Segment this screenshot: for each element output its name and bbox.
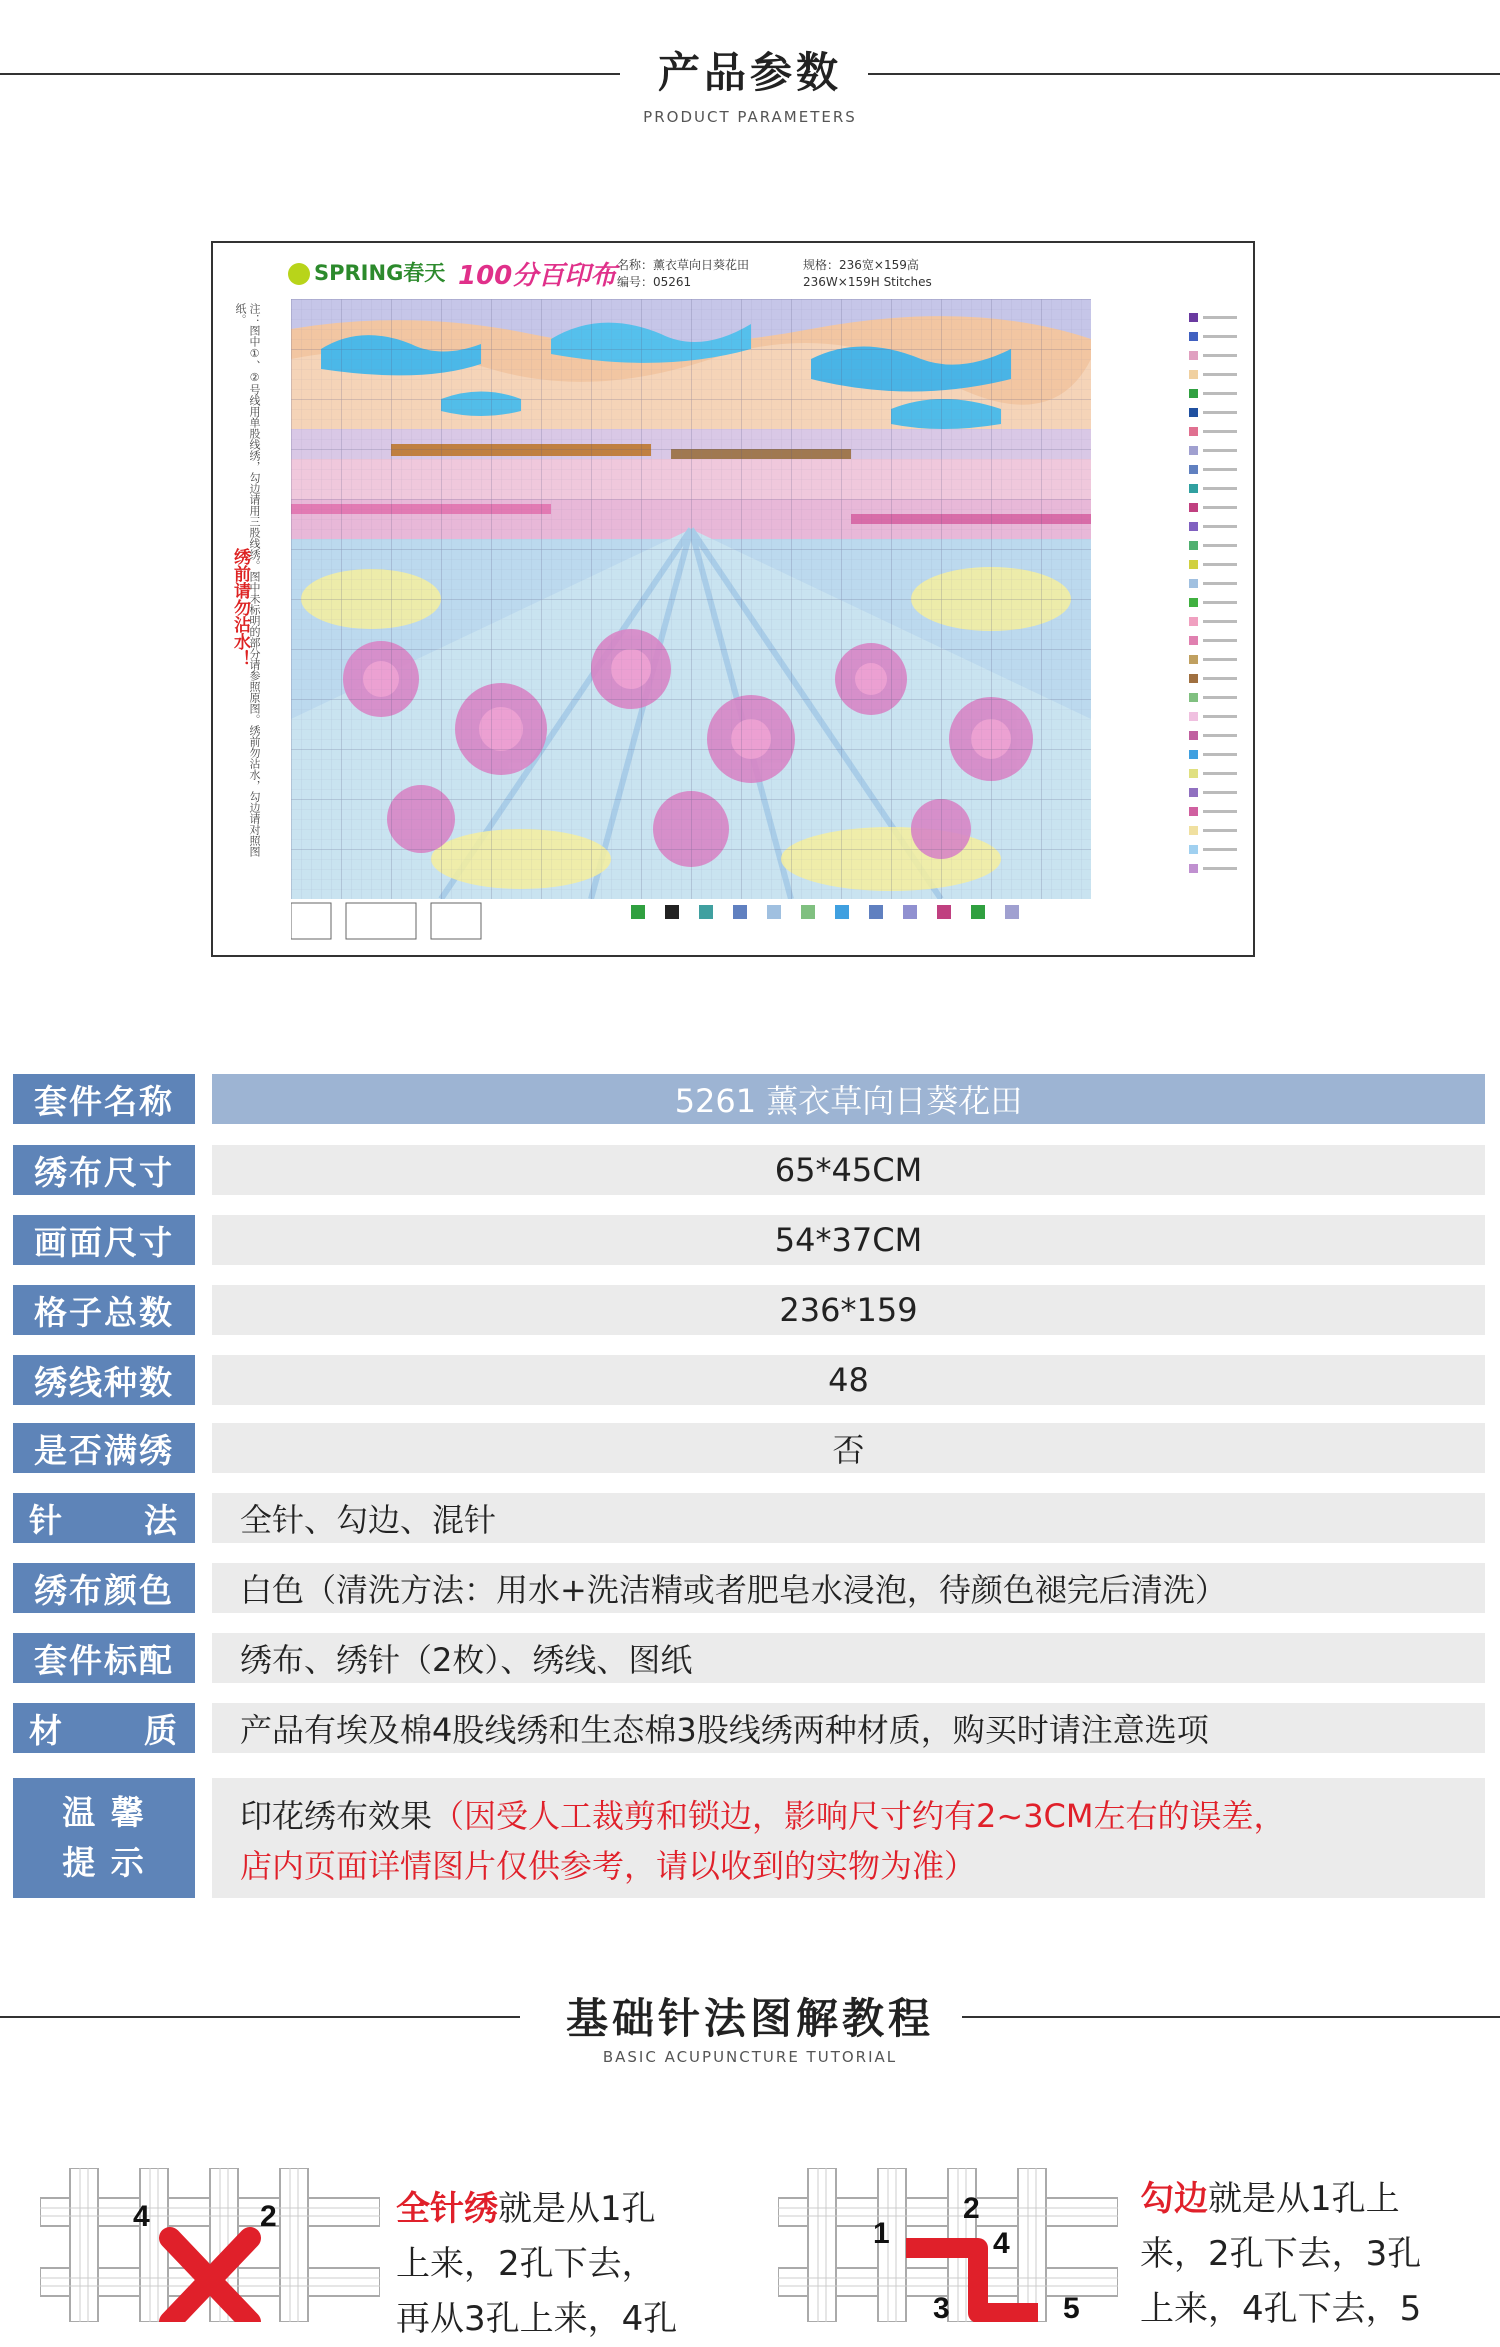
param-value: 白色（清洗方法：用水+洗洁精或者肥皂水浸泡，待颜色褪完后清洗） xyxy=(212,1563,1485,1613)
full-stitch-highlight: 全针绣 xyxy=(396,2189,498,2229)
param-label: 绣线种数 xyxy=(13,1355,195,1405)
legend-swatch xyxy=(1189,655,1198,664)
tip-lead: 印花绣布效果 xyxy=(240,1797,433,1835)
color-legend xyxy=(1185,299,1245,899)
legend-entry-line xyxy=(1203,810,1237,813)
legend-entry-line xyxy=(1203,696,1237,699)
legend-entry-line xyxy=(1203,354,1237,357)
param-label: 套件标配 xyxy=(13,1633,195,1683)
param-label: 格子总数 xyxy=(13,1285,195,1335)
footer-swatch xyxy=(767,905,781,919)
legend-entry-line xyxy=(1203,677,1237,680)
param-label-part: 针 xyxy=(29,1500,64,1540)
legend-entry-line xyxy=(1203,392,1237,395)
full-stitch-line1 xyxy=(396,2182,726,2237)
legend-swatch xyxy=(1189,864,1198,873)
param-value: 产品有埃及棉4股线绣和生态棉3股线绣两种材质，购买时请注意选项 xyxy=(212,1703,1485,1753)
section-title-text: 基础针法图解教程 xyxy=(565,1994,934,2043)
param-row xyxy=(13,1145,1485,1195)
param-row xyxy=(13,1285,1485,1335)
outline-hole-4: 4 xyxy=(993,2227,1010,2260)
tip-label xyxy=(13,1778,195,1898)
outline-stitch-diagram xyxy=(778,2168,1118,2322)
legend-swatch xyxy=(1189,845,1198,854)
footer-swatch xyxy=(665,905,679,919)
legend-swatch xyxy=(1189,370,1198,379)
legend-entry-line xyxy=(1203,658,1237,661)
param-row xyxy=(13,1703,1485,1753)
param-row xyxy=(13,1633,1485,1683)
section-subtitle-text: PRODUCT PARAMETERS xyxy=(643,108,857,126)
footer-swatch xyxy=(903,905,917,919)
legend-entry-line xyxy=(1203,753,1237,756)
chart-side-note: 注：图中①、②号线用单股线绣，勾边请用三股线绣。图中未标明的部分请参照原图。绣前勿沾水，勾边请对照图纸。 xyxy=(234,303,261,857)
tip-label-line2: 提 示 xyxy=(62,1843,146,1882)
tip-line1 xyxy=(240,1791,1286,1841)
full-stitch-text1: 就是从1孔 xyxy=(498,2189,656,2229)
footer-swatch xyxy=(631,905,645,919)
section-title-params xyxy=(0,40,1500,140)
legend-entry-line xyxy=(1203,468,1237,471)
full-stitch-hole-2: 2 xyxy=(260,2200,277,2233)
footer-swatch xyxy=(835,905,849,919)
param-label: 画面尺寸 xyxy=(13,1215,195,1265)
legend-swatch xyxy=(1189,750,1198,759)
legend-swatch xyxy=(1189,693,1198,702)
legend-entry-line xyxy=(1203,487,1237,490)
param-value: 全针、勾边、混针 xyxy=(212,1493,1485,1543)
param-value: 5261 薰衣草向日葵花田 xyxy=(212,1074,1485,1124)
legend-swatch xyxy=(1189,541,1198,550)
chart-stitch-line: 236W×159H Stitches xyxy=(803,275,932,289)
full-stitch-text xyxy=(396,2182,726,2347)
legend-entry-line xyxy=(1203,316,1237,319)
tip-value xyxy=(212,1778,1485,1898)
legend-swatch xyxy=(1189,636,1198,645)
legend-entry-line xyxy=(1203,620,1237,623)
legend-entry-line xyxy=(1203,601,1237,604)
outline-hole-5: 5 xyxy=(1063,2292,1080,2322)
full-stitch-line2: 上来，2孔下去， xyxy=(396,2244,656,2284)
param-value: 65*45CM xyxy=(212,1145,1485,1195)
outline-hole-2: 2 xyxy=(963,2192,980,2225)
outline-stitch-highlight: 勾边 xyxy=(1140,2179,1208,2219)
legend-entry-line xyxy=(1203,411,1237,414)
legend-swatch xyxy=(1189,617,1198,626)
spring-logo-icon xyxy=(288,263,310,285)
legend-entry-line xyxy=(1203,335,1237,338)
section-subtitle-text: BASIC ACUPUNCTURE TUTORIAL xyxy=(602,2048,898,2066)
legend-entry-line xyxy=(1203,829,1237,832)
legend-entry-line xyxy=(1203,525,1237,528)
tip-red1: （因受人工裁剪和锁边，影响尺寸约有2~3CM左右的误差， xyxy=(432,1797,1286,1835)
spring-logo-text: SPRING春天 xyxy=(314,261,446,285)
outline-stitch-text1: 就是从1孔上 xyxy=(1208,2179,1400,2219)
legend-swatch xyxy=(1189,389,1198,398)
legend-entry-line xyxy=(1203,506,1237,509)
param-label-part: 法 xyxy=(144,1500,179,1540)
param-value: 否 xyxy=(212,1423,1485,1473)
param-row xyxy=(13,1493,1485,1543)
param-value: 236*159 xyxy=(212,1285,1485,1335)
legend-swatch xyxy=(1189,332,1198,341)
chart-size-line: 规格：236宽×159高 xyxy=(803,258,919,272)
legend-entry-line xyxy=(1203,582,1237,585)
legend-swatch xyxy=(1189,712,1198,721)
footer-swatch xyxy=(971,905,985,919)
footer-swatch xyxy=(699,905,713,919)
legend-swatch xyxy=(1189,427,1198,436)
legend-swatch xyxy=(1189,351,1198,360)
param-label xyxy=(13,1493,195,1543)
full-stitch-hole-4: 4 xyxy=(133,2200,150,2233)
legend-entry-line xyxy=(1203,734,1237,737)
param-label xyxy=(13,1703,195,1753)
param-value: 绣布、绣针（2枚）、绣线、图纸 xyxy=(212,1633,1485,1683)
legend-swatch xyxy=(1189,484,1198,493)
outline-hole-1: 1 xyxy=(873,2217,890,2250)
param-label: 套件名称 xyxy=(13,1074,195,1124)
legend-entry-line xyxy=(1203,867,1237,870)
chart-code-line: 编号：05261 xyxy=(617,275,692,289)
legend-swatch xyxy=(1189,503,1198,512)
brand-logo: 100分百印布 xyxy=(458,261,617,291)
param-label-part: 质 xyxy=(144,1710,179,1750)
legend-entry-line xyxy=(1203,430,1237,433)
tip-red2: 店内页面详情图片仅供参考，请以收到的实物为准） xyxy=(240,1847,977,1885)
pattern-artwork xyxy=(291,299,1091,899)
section-title-text: 产品参数 xyxy=(657,48,842,97)
legend-entry-line xyxy=(1203,563,1237,566)
tip-label-line1: 温 馨 xyxy=(62,1793,146,1832)
footer-swatch xyxy=(801,905,815,919)
legend-swatch xyxy=(1189,465,1198,474)
chart-meta-right xyxy=(803,257,932,291)
legend-swatch xyxy=(1189,674,1198,683)
legend-entry-line xyxy=(1203,639,1237,642)
chart-side-warning: 绣前请勿沾水！ xyxy=(230,548,250,667)
legend-swatch xyxy=(1189,408,1198,417)
outline-stitch-line2: 来，2孔下去，3孔 xyxy=(1140,2234,1422,2274)
footer-swatch xyxy=(937,905,951,919)
legend-swatch xyxy=(1189,313,1198,322)
chart-header xyxy=(213,243,1253,299)
legend-swatch xyxy=(1189,807,1198,816)
param-label: 是否满绣 xyxy=(13,1423,195,1473)
legend-swatch xyxy=(1189,522,1198,531)
legend-entry-line xyxy=(1203,772,1237,775)
full-stitch-line3: 再从3孔上来，4孔 xyxy=(396,2299,678,2339)
full-stitch-diagram xyxy=(40,2168,380,2322)
param-label-part: 材 xyxy=(29,1710,64,1750)
legend-swatch xyxy=(1189,560,1198,569)
footer-swatch xyxy=(1005,905,1019,919)
legend-entry-line xyxy=(1203,791,1237,794)
pattern-chart-image xyxy=(211,241,1255,957)
outline-stitch-line3: 上来，4孔下去，5 xyxy=(1140,2289,1422,2329)
param-label: 绣布颜色 xyxy=(13,1563,195,1613)
legend-swatch xyxy=(1189,769,1198,778)
legend-entry-line xyxy=(1203,373,1237,376)
chart-footer-legend xyxy=(291,899,1231,949)
legend-entry-line xyxy=(1203,544,1237,547)
param-label: 绣布尺寸 xyxy=(13,1145,195,1195)
param-value: 48 xyxy=(212,1355,1485,1405)
param-row-tip xyxy=(13,1778,1485,1898)
param-value: 54*37CM xyxy=(212,1215,1485,1265)
param-row xyxy=(13,1074,1485,1124)
chart-meta-left xyxy=(617,257,749,291)
legend-swatch xyxy=(1189,788,1198,797)
outline-hole-3: 3 xyxy=(933,2292,950,2322)
param-row xyxy=(13,1563,1485,1613)
param-row xyxy=(13,1423,1485,1473)
legend-entry-line xyxy=(1203,848,1237,851)
param-row xyxy=(13,1215,1485,1265)
footer-swatch xyxy=(733,905,747,919)
footer-swatch xyxy=(869,905,883,919)
legend-entry-line xyxy=(1203,449,1237,452)
legend-swatch xyxy=(1189,446,1198,455)
legend-entry-line xyxy=(1203,715,1237,718)
param-row xyxy=(13,1355,1485,1405)
spring-logo xyxy=(288,257,445,287)
outline-stitch-line1 xyxy=(1140,2172,1490,2227)
outline-stitch-text xyxy=(1140,2172,1490,2337)
legend-swatch xyxy=(1189,598,1198,607)
legend-swatch xyxy=(1189,579,1198,588)
section-title-tutorial xyxy=(0,1992,1500,2092)
chart-name-line: 名称：薰衣草向日葵花田 xyxy=(617,258,750,272)
legend-swatch xyxy=(1189,731,1198,740)
legend-swatch xyxy=(1189,826,1198,835)
